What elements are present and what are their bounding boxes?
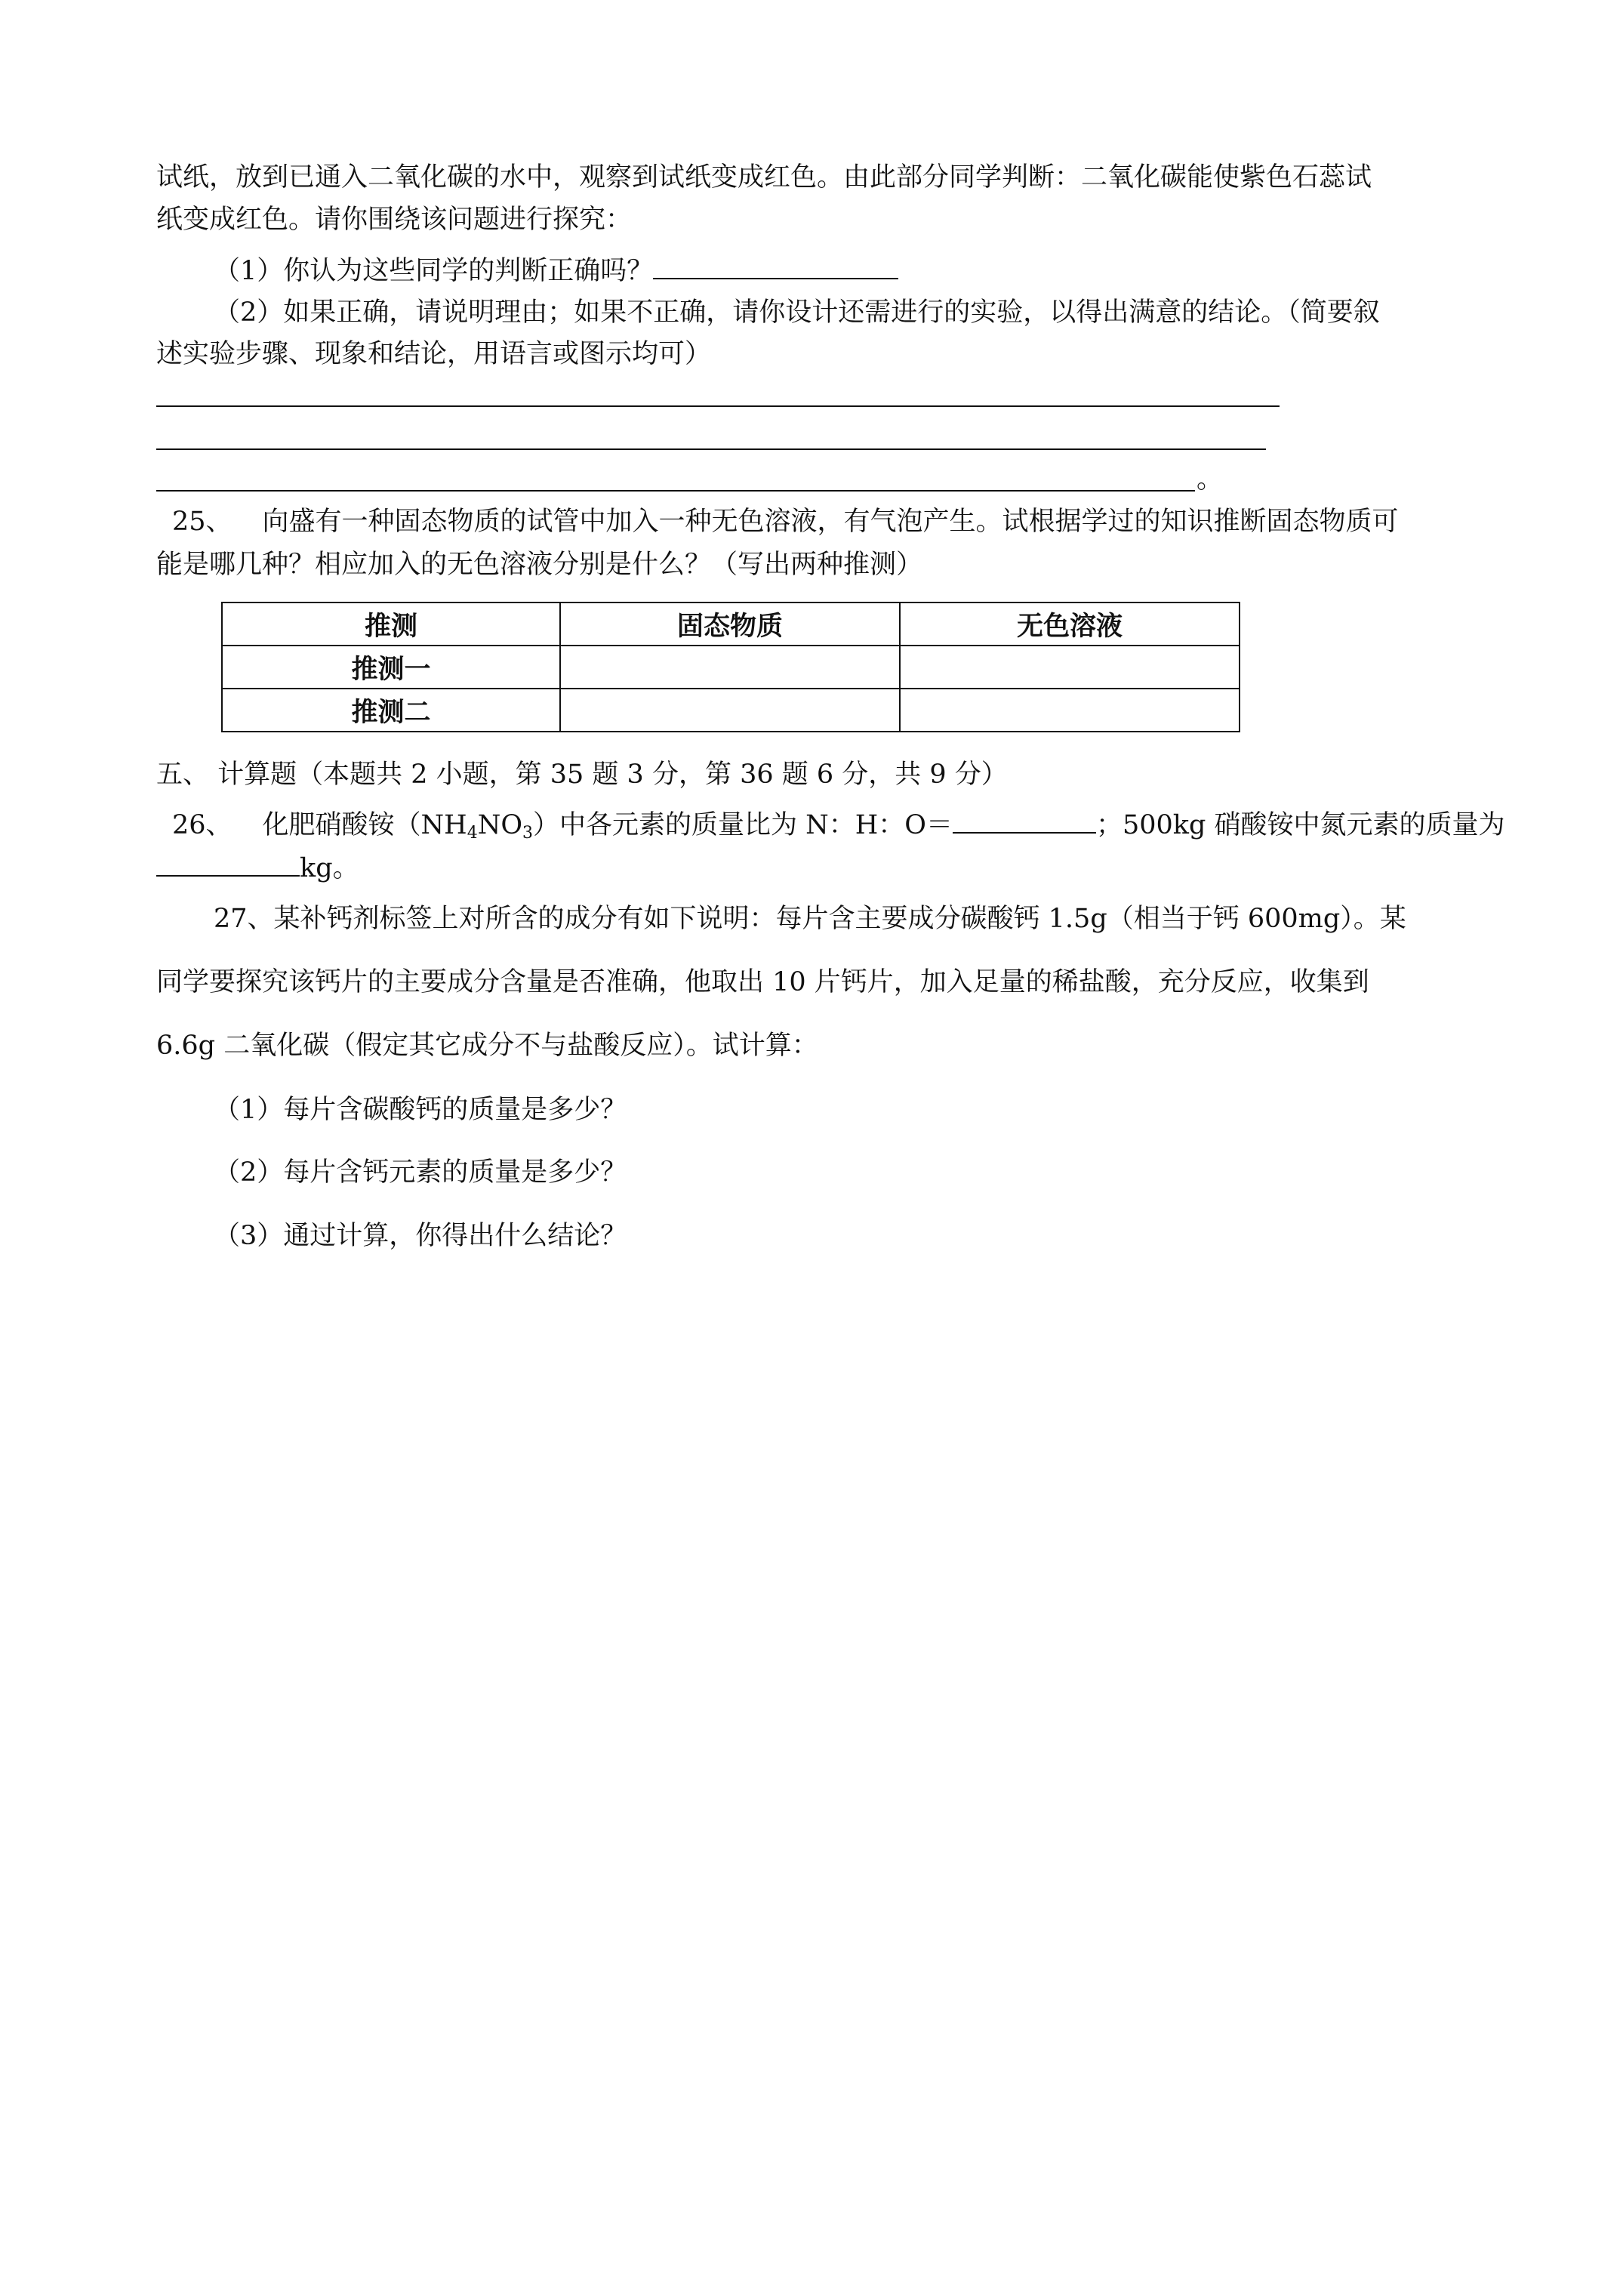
q26-unit: kg。 (300, 853, 359, 883)
q25-text-line1: 向盛有一种固态物质的试管中加入一种无色溶液，有气泡产生。试根据学过的知识推断固态物质可 (262, 507, 1399, 537)
q25-line1 (172, 504, 1399, 539)
q26-ratio-blank (953, 806, 1096, 834)
q24-answer-line-2 (156, 448, 1266, 450)
section5-heading: 五、 计算题（本题共 2 小题，第 35 题 3 分，第 36 题 6 分，共 9 分） (156, 760, 1008, 790)
q26-text-b: NO (477, 810, 523, 840)
q26-text-c: ）中各元素的质量比为 N：H：O＝ (533, 810, 953, 840)
table-cell-guess: 推测一 (222, 646, 560, 689)
q24-sub2-line1: （2）如果正确，请说明理由；如果不正确，请你设计还需进行的实验，以得出满意的结论。（简要叙 (214, 297, 1380, 328)
q24-text-line2: 纸变成红色。请你围绕该问题进行探究： (156, 205, 633, 235)
table-cell-solution-input[interactable] (900, 646, 1240, 689)
table-cell-guess: 推测二 (222, 689, 560, 732)
table-cell-solid-input[interactable] (560, 689, 900, 732)
table-row (222, 689, 1240, 732)
q24-answer-line-3 (156, 490, 1195, 492)
q24-sub1 (214, 252, 898, 288)
q26-text-d: ；500kg 硝酸铵中氮元素的质量为 (1096, 810, 1505, 840)
q25-text-line2: 能是哪几种？相应加入的无色溶液分别是什么？（写出两种推测） (156, 550, 923, 580)
q26-sub-4: 4 (467, 824, 478, 843)
q24-sub2-line2: 述实验步骤、现象和结论，用语言或图示均可） (156, 339, 712, 369)
q27-line3: 6.6g 二氧化碳（假定其它成分不与盐酸反应）。试计算： (156, 1031, 818, 1061)
q26-line2 (156, 849, 359, 886)
q25-number: 25、 (172, 507, 233, 537)
q27-sub1: （1）每片含碳酸钙的质量是多少？ (214, 1095, 627, 1125)
table-header-solution: 无色溶液 (900, 603, 1240, 646)
q26-mass-blank (156, 849, 300, 877)
q24-text-line1: 试纸，放到已通入二氧化碳的水中，观察到试纸变成红色。由此部分同学判断：二氧化碳能使紫色石蕊试 (156, 162, 1372, 193)
q26-number: 26、 (172, 810, 233, 840)
q24-end-mark: 。 (1196, 464, 1224, 495)
q24-sub1-text: （1）你认为这些同学的判断正确吗？ (214, 256, 654, 286)
q27-sub3: （3）通过计算，你得出什么结论？ (214, 1221, 627, 1251)
q27-line2: 同学要探究该钙片的主要成分含量是否准确，他取出 10 片钙片，加入足量的稀盐酸，充分反应，收集到 (156, 967, 1369, 997)
q26-sub-3: 3 (522, 824, 534, 843)
q26-line1 (172, 806, 1505, 851)
q26-text-a: 化肥硝酸铵（NH (262, 810, 467, 840)
table-header-guess: 推测 (222, 603, 560, 646)
table-header-solid: 固态物质 (560, 603, 900, 646)
q25-answer-table (221, 602, 1240, 732)
table-cell-solution-input[interactable] (900, 689, 1240, 732)
q24-sub1-answer-blank (653, 252, 898, 279)
table-row (222, 646, 1240, 689)
table-header-row (222, 603, 1240, 646)
q27-line1: 27、某补钙剂标签上对所含的成分有如下说明：每片含主要成分碳酸钙 1.5g（相当于钙 600mg）。某 (214, 904, 1406, 934)
q27-sub2: （2）每片含钙元素的质量是多少？ (214, 1157, 627, 1188)
table-cell-solid-input[interactable] (560, 646, 900, 689)
q24-answer-line-1 (156, 405, 1280, 407)
